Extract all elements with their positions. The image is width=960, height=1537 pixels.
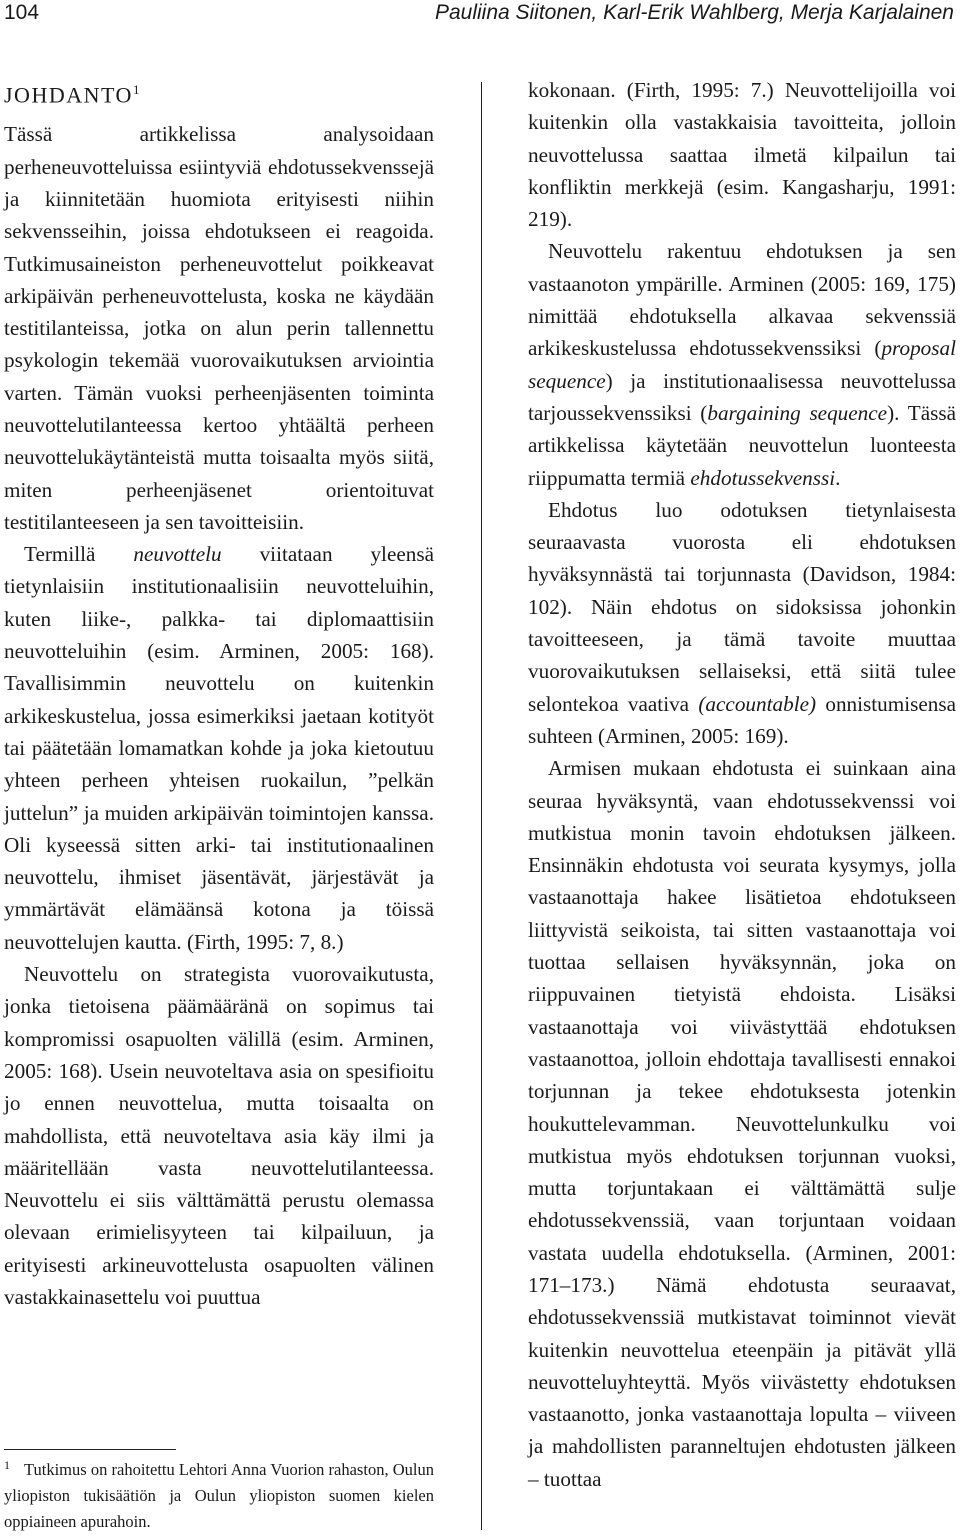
paragraph: Neuvottelu on strategista vuorovaikutusta, jonka tietoisena päämääränä on sopimus tai kompromissi osapuolten välillä (esim. Arminen, 2005: 168). Usein neuvoteltava asia on spesifioitu jo ennen neuvottelua, mutta toisaalta on mahdollista, että neuvoteltava asia käy ilmi ja määritellään vasta neuvottelutilanteessa. Neuvottelu ei siis välttämättä perustu olemassa olevaan erimielisyyteen tai kilpailuun, ja erityisesti arkineuvottelusta osapuolten välinen vastakkainasettelu voi puuttua	[4, 962, 434, 1310]
text-run: Termillä	[24, 542, 134, 567]
italic-term: bargaining sequence	[707, 400, 888, 425]
footnote-text: Tutkimus on rahoitettu Lehtori Anna Vuorion rahaston, Oulun yliopiston tukisäätiön ja Oulun yliopiston suomen kielen oppiaineen apurahoin.	[4, 1460, 434, 1531]
text-run: Neuvottelu rakentuu ehdotuksen ja sen vastaanoton ympärille. Arminen (2005: 169, 175) nimittää ehdotuksella alkavaa sekvenssiä arkikeskustelussa ehdotussekvenssiksi (	[528, 239, 956, 361]
text-run: ) ja institutionaalisessa neuvottelussa tarjoussekvenssiksi (	[528, 368, 956, 425]
section-heading-text: JOHDANTO	[4, 82, 133, 108]
text-run: viitataan yleensä tietynlaisiin institutionaalisiin neuvotteluihin, kuten liike-, palkka- tai diplomaattisiin neuvotteluihin (esim. Arminen, 2005: 168). Tavallisimmin neuvottelu on kuitenkin arkikeskustelua, jossa esimerkiksi jaetaan kotityöt tai päätetään lomamatkan kohde ja joka kietoutuu yhteen perheen yhteisen ruokailun, ”pelkän juttelun” ja muiden arkipäivän toimintojen kanssa. Oli kyseessä sitten arki- tai institutionaalinen neuvottelu, ihmiset jäsentävät, järjestävät ja ymmärtävät elämäänsä kotona ja töissä neuvottelujen kautta. (Firth, 1995: 7, 8.)	[4, 542, 434, 954]
text-run: onnistumisensa suhteen (Arminen, 2005: 169).	[528, 691, 956, 748]
italic-term: (accountable)	[698, 691, 817, 716]
paragraph	[528, 494, 956, 752]
page-header	[4, 0, 954, 30]
left-column	[4, 74, 434, 1313]
footnote-mark: 1	[4, 1457, 10, 1472]
italic-term: ehdotussekvenssi	[690, 465, 836, 490]
paragraph	[4, 538, 434, 958]
right-column	[528, 74, 956, 1495]
text-run: ). Tässä artikkelissa käytetään neuvottelun luonteesta riippumatta termiä	[528, 400, 956, 490]
footnote-reference: 1	[132, 82, 140, 97]
italic-term: neuvottelu	[133, 542, 222, 567]
section-heading	[4, 74, 434, 111]
column-divider	[481, 82, 482, 1530]
paragraph: Armisen mukaan ehdotusta ei suinkaan aina seuraa hyväksyntä, vaan ehdotussekvenssi voi mutkistua monin tavoin ehdotuksen jälkeen. Ensinnäkin ehdotusta voi seurata kysymys, jolla vastaanottaja hakee lisätietoa ehdotukseen liittyvistä seikoista, tai sitten vastaanottaja voi tuottaa sellaisen hyväksynnän, joka on riippuvainen tietyistä ehdoista. Lisäksi vastaanottaja voi viivästyttää ehdotuksen vastaanottoa, jolloin ehdottaja tavallisesti ennakoi torjunnan ja tekee ehdotuksesta jotenkin houkuttelevamman. Neuvottelunkulku voi mutkistua myös ehdotuksen torjunnan vuoksi, mutta torjuntakaan ei välttämättä sulje ehdotussekvenssiä, vaan torjuntaan voidaan vastata uudella ehdotuksella. (Arminen, 2001: 171–173.) Nämä ehdotusta seuraavat, ehdotussekvenssiä mutkistavat toiminnot vievät kuitenkin neuvottelua eteenpäin ja pitävät yllä neuvotteluyhteyttä. Myös viivästetty ehdotuksen vastaanotto, jonka vastaanottaja lopulta – viiveen ja mahdollisten paranneltujen ehdotusten jälkeen – tuottaa	[528, 756, 956, 1491]
footnote-rule	[4, 1449, 176, 1450]
paragraph: Tässä artikkelissa analysoidaan perheneuvotteluissa esiintyviä ehdotussekvenssejä ja kiinnitetään huomiota erityisesti niihin sekvensseihin, joissa ehdotukseen ei reagoida. Tutkimusaineiston perheneuvottelut poikkeavat arkipäivän perheneuvottelusta, koska ne käydään testitilanteissa, jotka on alun perin tallennettu psykologin tekemää vuorovaikutuksen arviointia varten. Tämän vuoksi perheenjäsenten toiminta neuvottelutilanteessa kertoo yhtäältä perheen neuvottelukäytänteistä mutta toisaalta myös siitä, miten perheenjäsenet orientoituvat testitilanteeseen ja sen tavoitteisiin.	[4, 122, 434, 534]
text-run: Ehdotus luo odotuksen tietynlaisesta seuraavasta vuorosta eli ehdotuksen hyväksynnästä tai torjunnasta (Davidson, 1984: 102). Näin ehdotus on sidoksissa johonkin tavoitteeseen, ja tämä tavoite muuttaa vuorovaikutuksen sellaiseksi, että siitä tulee selontekoa vaativa	[528, 497, 956, 716]
paragraph	[528, 235, 956, 493]
paragraph: kokonaan. (Firth, 1995: 7.) Neuvottelijoilla voi kuitenkin olla vastakkaisia tavoitteita, jolloin neuvottelussa saattaa ilmetä kilpailun tai konfliktin merkkejä (esim. Kangasharju, 1991: 219).	[528, 78, 956, 232]
page-number: 104	[4, 1, 40, 24]
italic-term: proposal sequence	[528, 336, 956, 393]
footnote	[4, 1457, 434, 1535]
running-head: Pauliina Siitonen, Karl-Erik Wahlberg, Merja Karjalainen	[434, 1, 954, 24]
text-run: .	[835, 465, 841, 490]
